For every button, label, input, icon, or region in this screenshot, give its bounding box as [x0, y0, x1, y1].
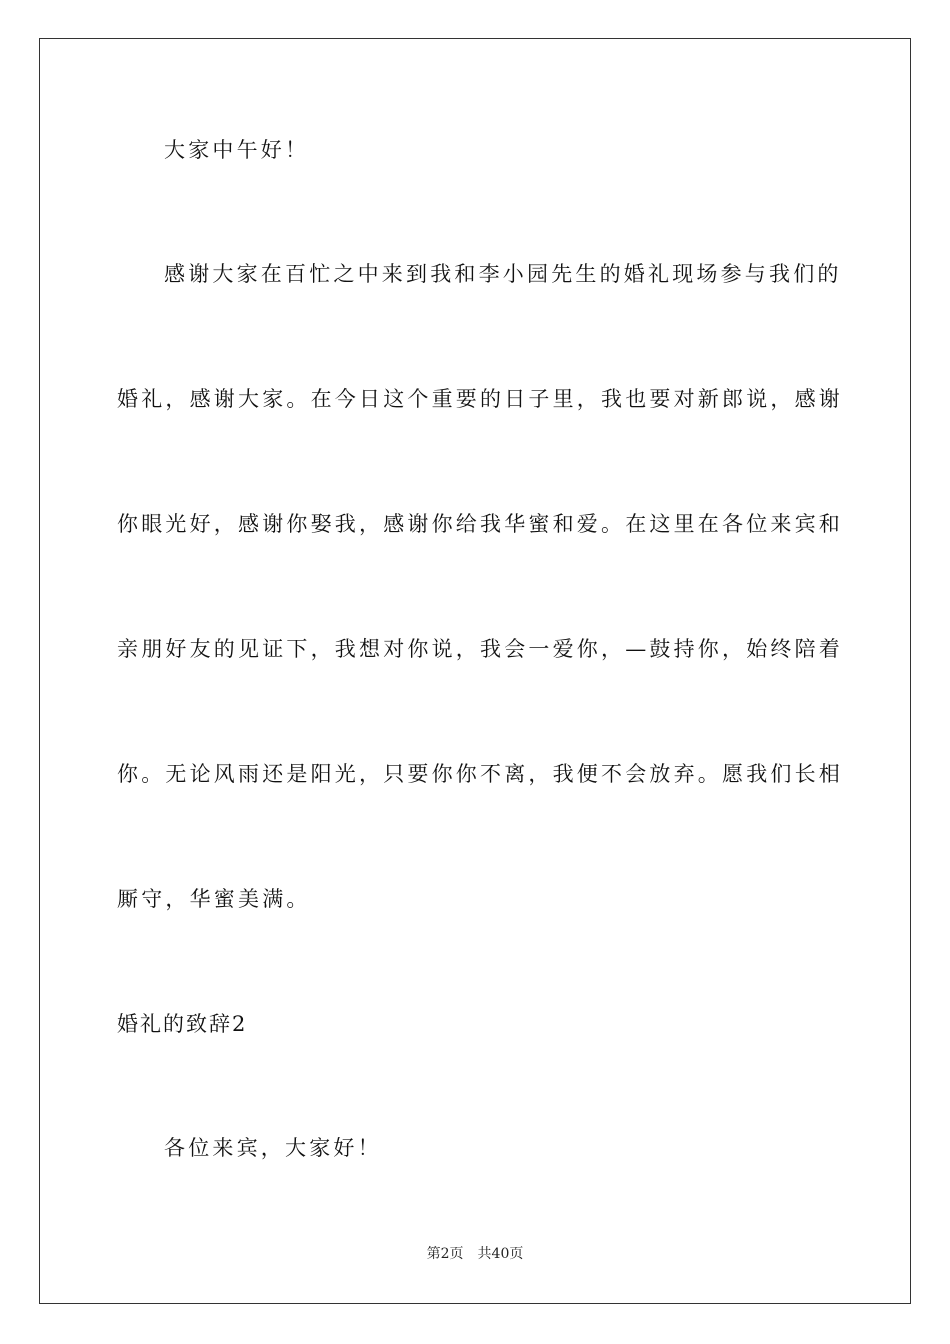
paragraph-line-4: 亲朋好友的见证下，我想对你说，我会一爱你，—鼓持你，始终陪着: [117, 637, 843, 661]
paragraph-line-5: 你。无论风雨还是阳光，只要你你不离，我便不会放弃。愿我们长相: [117, 762, 843, 786]
page-footer: [0, 1244, 950, 1264]
paragraph-line-2: 婚礼，感谢大家。在今日这个重要的日子里，我也要对新郎说，感谢: [117, 387, 843, 411]
greeting-text: 大家中午好！: [164, 138, 310, 162]
page-number: 第2页: [426, 1246, 464, 1262]
section-heading: 婚礼的致辞2: [117, 1012, 248, 1036]
paragraph-line-3: 你眼光好，感谢你娶我，感谢你给我华蜜和爱。在这里在各位来宾和: [117, 512, 843, 536]
paragraph-line-6: 厮守，华蜜美满。: [117, 887, 311, 911]
paragraph-line-1: 感谢大家在百忙之中来到我和李小园先生的婚礼现场参与我们的: [164, 262, 842, 286]
page-border: [39, 38, 911, 1304]
page-total: 共40页: [477, 1246, 524, 1262]
second-greeting-text: 各位来宾，大家好！: [164, 1136, 382, 1160]
